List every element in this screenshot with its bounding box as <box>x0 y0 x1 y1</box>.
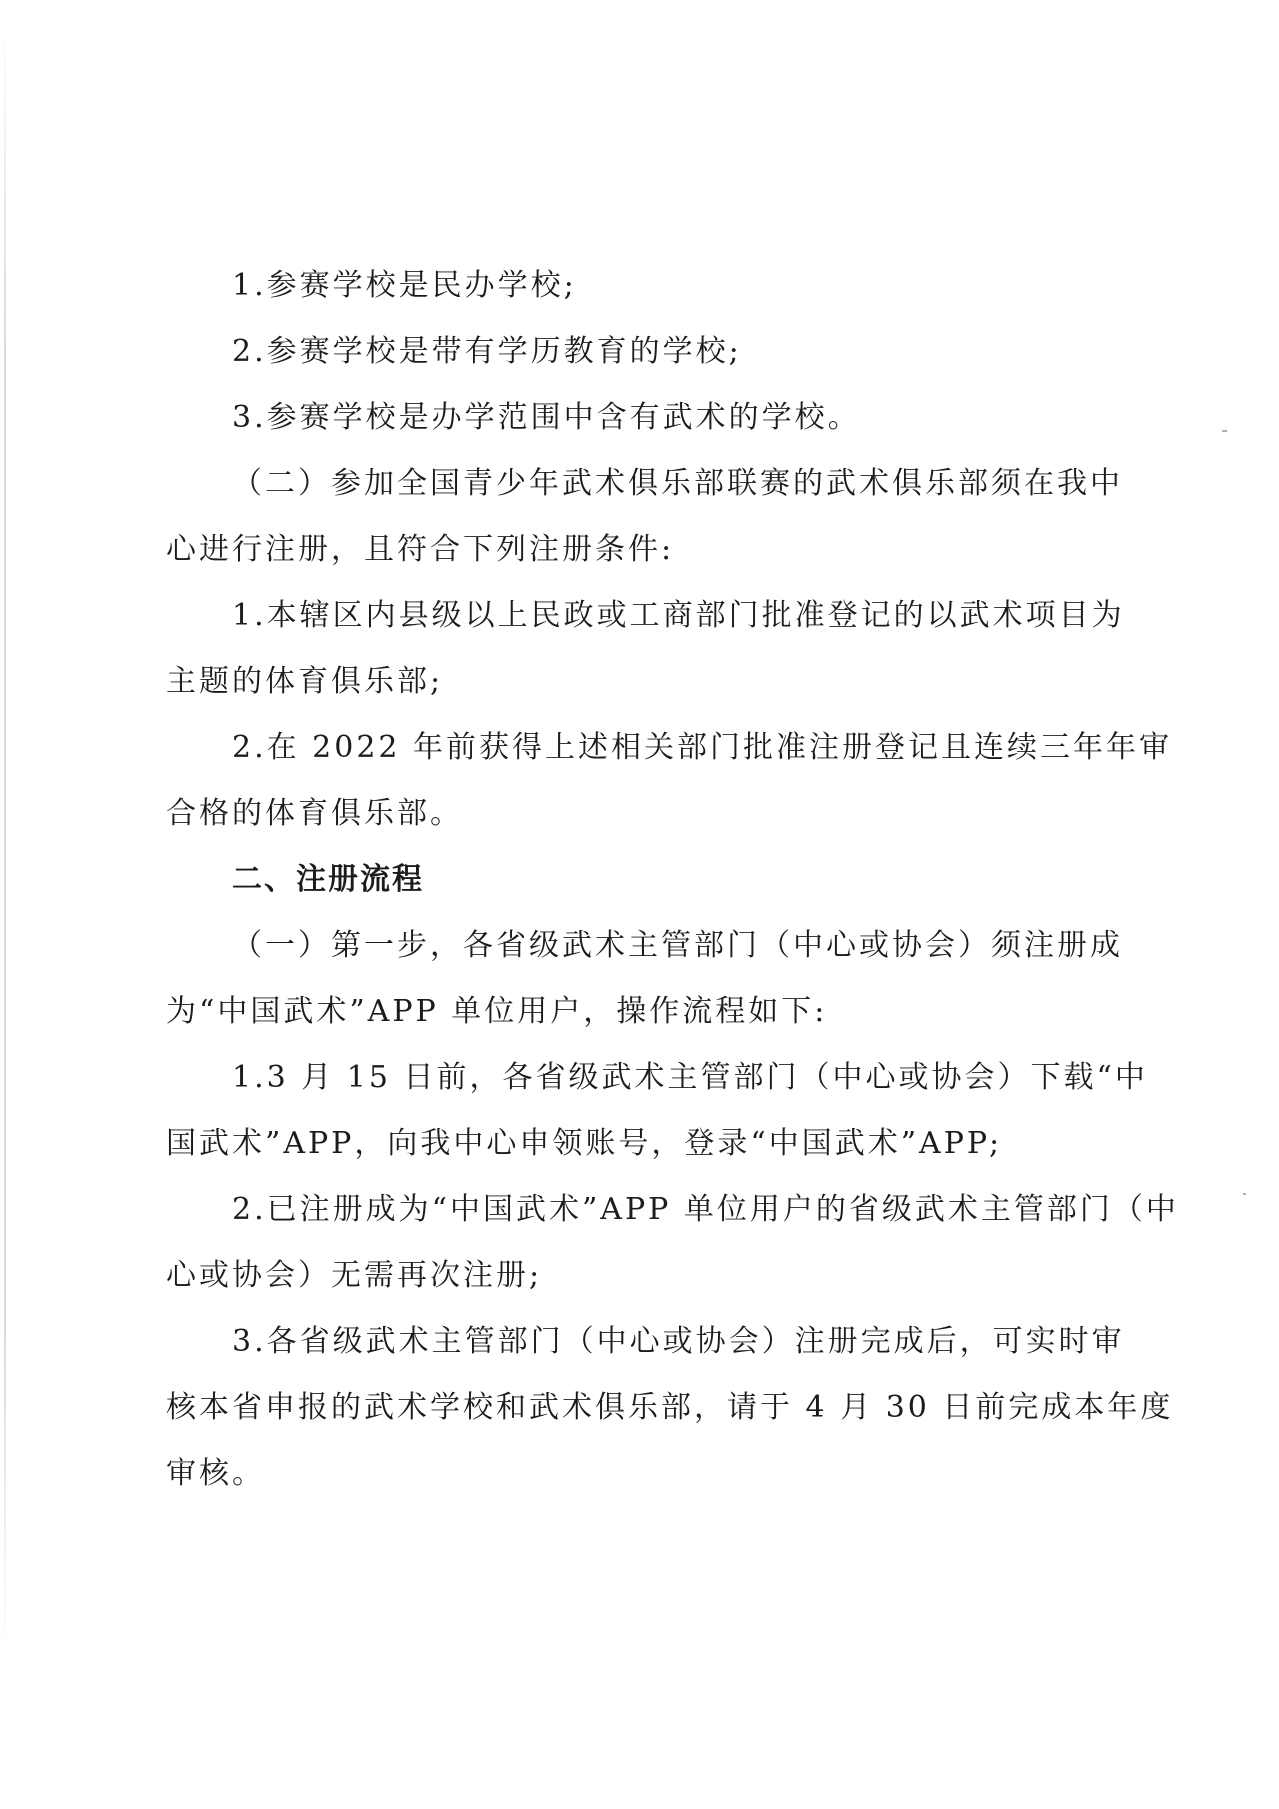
club-condition-1-line-1: 1.本辖区内县级以上民政或工商部门批准登记的以武术项目为 <box>232 598 1125 633</box>
step1-line-1: （一）第一步，各省级武术主管部门（中心或协会）须注册成 <box>232 928 1123 963</box>
step1-item3-line-3: 审核。 <box>166 1456 265 1491</box>
step1-line-2: 为“中国武术”APP 单位用户，操作流程如下: <box>166 994 828 1029</box>
scan-edge-shadow <box>4 20 6 1660</box>
document-body <box>166 253 1179 1507</box>
scan-speck <box>1222 430 1227 432</box>
club-condition-2-line-2: 合格的体育俱乐部。 <box>166 796 463 831</box>
school-condition-3: 3.参赛学校是办学范围中含有武术的学校。 <box>232 400 861 435</box>
step1-item2-line-2: 心或协会）无需再次注册; <box>166 1258 543 1293</box>
club-intro-line-2: 心进行注册，且符合下列注册条件: <box>166 532 675 567</box>
step1-item3-line-2: 核本省申报的武术学校和武术俱乐部，请于 4 月 30 日前完成本年度 <box>166 1390 1174 1425</box>
school-condition-1: 1.参赛学校是民办学校; <box>232 268 577 303</box>
section-heading: 二、注册流程 <box>232 862 424 897</box>
step1-item1-line-2: 国武术”APP，向我中心申领账号，登录“中国武术”APP; <box>166 1126 1003 1161</box>
step1-item2-line-1: 2.已注册成为“中国武术”APP 单位用户的省级武术主管部门（中 <box>232 1192 1179 1227</box>
step1-item1-line-1: 1.3 月 15 日前，各省级武术主管部门（中心或协会）下载“中 <box>232 1060 1148 1095</box>
school-condition-2: 2.参赛学校是带有学历教育的学校; <box>232 334 742 369</box>
club-intro-line-1: （二）参加全国青少年武术俱乐部联赛的武术俱乐部须在我中 <box>232 466 1123 501</box>
club-condition-2-line-1: 2.在 2022 年前获得上述相关部门批准注册登记且连续三年年审 <box>232 730 1173 765</box>
step1-item3-line-1: 3.各省级武术主管部门（中心或协会）注册完成后，可实时审 <box>232 1324 1125 1359</box>
club-condition-1-line-2: 主题的体育俱乐部; <box>166 664 444 699</box>
scan-speck <box>1243 1193 1246 1195</box>
